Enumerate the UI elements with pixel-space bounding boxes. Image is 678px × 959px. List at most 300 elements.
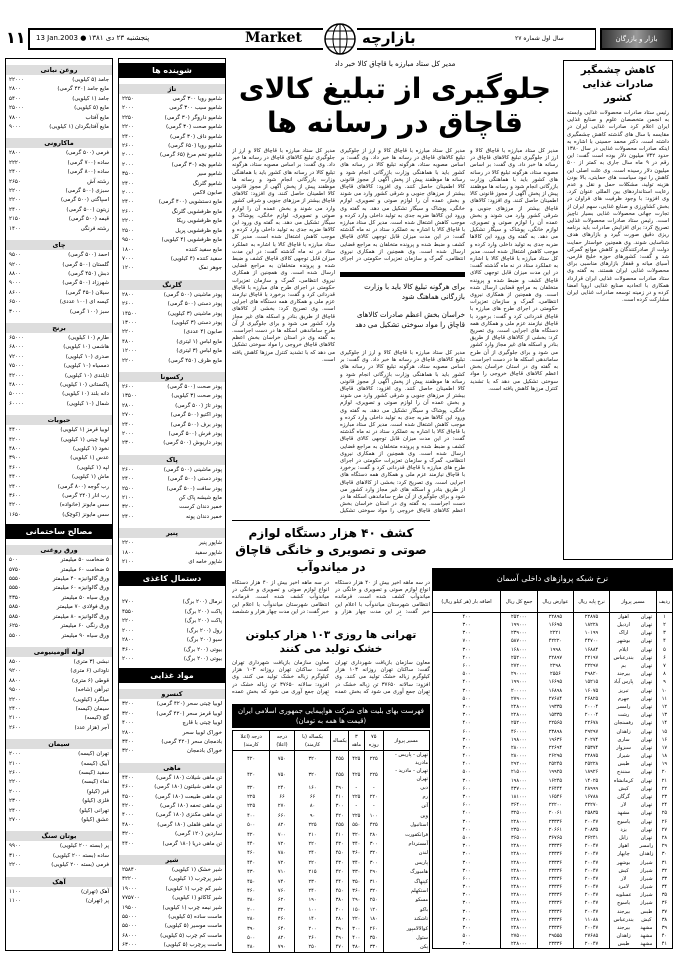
item-name: شهرزاد (۵۰۰ گرمی) <box>62 280 109 287</box>
table-cell: وین <box>383 811 429 820</box>
price-row <box>6 613 112 622</box>
item-price: ۲۲۵۰ <box>122 96 134 102</box>
section-header: گلرنگ <box>119 280 225 290</box>
kashf-body-right: در سه ماهه اخیر بیش از ۴۰ هزار دستگاه انواع لوازم صوتی و تصویری و خانگی در میاندوآب کشف شده است. فرمانده انتظامی شهرستان میاندوآب با اعلام این خبر گفت: در این مدت چهار هزار و <box>335 580 430 615</box>
table-cell: - <box>348 783 364 792</box>
table-cell: کیش <box>641 916 652 923</box>
item-price: ۸۸۰۰ <box>9 677 21 684</box>
item-price: ۲۰۰۰ <box>122 105 134 112</box>
table-cell: ۳۳۰ <box>364 943 383 952</box>
table-cell: زابل <box>610 834 637 842</box>
table-cell: شیراز <box>610 752 637 760</box>
item-name: تایلندی (۱۰ کیلویی) <box>64 372 109 379</box>
table-row <box>433 818 673 826</box>
table-cell: بم <box>610 662 637 670</box>
price-row <box>6 270 112 279</box>
table-cell: ۴۳۷۰۰۰ <box>501 785 538 793</box>
price-row <box>6 724 112 733</box>
table-row <box>233 933 430 942</box>
item-name: سفید کننده (۴ کیلویی) <box>170 255 222 262</box>
price-row <box>6 897 112 906</box>
price-row <box>119 774 225 783</box>
table-cell: ۲۰۶۶۱ <box>538 826 574 834</box>
table-cell: کرمانشاه <box>610 777 637 785</box>
price-row <box>6 603 112 612</box>
table-row <box>433 785 673 793</box>
price-row <box>119 161 225 170</box>
table-cell: ۲۵۰ <box>294 943 331 952</box>
item-name: سیو (۲۰۰ برگ) <box>186 637 222 644</box>
price-row <box>6 390 112 399</box>
item-name: مایع دستشویی (۴۰۰ گرمی) <box>158 199 222 206</box>
price-row <box>119 710 225 719</box>
table-cell: ۴۶۰ <box>270 914 294 923</box>
price-row <box>119 357 225 366</box>
table-cell: بندرعباس <box>610 654 637 662</box>
item-name: شامپو تخم مرغ (۶۵ گرمی) <box>159 152 222 159</box>
price-row <box>119 421 225 430</box>
table-cell: ۷۸۰ <box>270 849 294 858</box>
price-row <box>6 362 112 371</box>
article-subheads <box>340 272 465 330</box>
table-cell: بیرجند <box>610 908 637 916</box>
table-cell: ۳۰۰ <box>433 646 501 654</box>
price-row <box>6 594 112 603</box>
table-cell: ۳۰۰ <box>433 908 501 916</box>
item-price: ۳۵۰۰ <box>122 171 134 178</box>
item-price: ۶۰۰۰۰ <box>9 400 24 407</box>
price-row <box>119 198 225 207</box>
item-name: ماش (۱ کیلویی) <box>71 474 109 481</box>
table-row <box>433 801 673 809</box>
item-price: ۲۸۰۰ <box>9 150 21 157</box>
table-cell: ۵۰۰ <box>433 670 501 678</box>
table-cell: یاسوج <box>610 899 637 907</box>
item-price: ۲۲۰۰ <box>122 329 134 336</box>
table-row <box>433 670 673 678</box>
item-name: بادمجان سحر (۴۲۰ گرمی) <box>161 738 222 745</box>
item-name: مایع ظرفشویی (۴ کیلویی) <box>161 237 222 244</box>
item-price: ۲۱۵۰ <box>9 216 21 223</box>
item-name: مایع آفتاب <box>85 114 109 121</box>
table-cell: ۲۵۰ <box>364 896 383 905</box>
price-row <box>6 483 112 492</box>
table-cell: ۱۰۱۹۹ <box>573 629 609 637</box>
item-name: شاپور خامه ای <box>188 559 222 566</box>
table-cell: یاسوج <box>610 818 637 826</box>
table-cell: رامسر <box>610 703 637 711</box>
item-name: مایع ظرفشویی پریل <box>175 227 222 234</box>
section-header: ماکارونی <box>6 138 112 148</box>
item-price: ۱۲۰۰۰ <box>122 348 137 355</box>
item-price: ۲۲۰۰ <box>122 124 134 131</box>
table-cell: ۲۰۰۴۷ <box>573 842 609 850</box>
item-price: ۶۸۰۰۰ <box>122 932 137 939</box>
table-row <box>433 932 673 940</box>
table-cell: ۲۰۰ <box>331 905 348 914</box>
item-name: شامپو رویا (۶۵۰ گرمی) <box>168 143 222 150</box>
table-row <box>433 809 673 817</box>
table-cell: ۲۲۶۷۸ <box>573 719 609 727</box>
table-cell: ۷۵۰ <box>270 751 294 768</box>
item-name: میلگرد (کیلویی) <box>72 696 109 703</box>
table-cell: ۲۰۰۴۷ <box>573 818 609 826</box>
table-cell: ۴۲۵ <box>364 821 383 830</box>
table-cell: ۳۶ <box>656 899 672 907</box>
column-header: یکساله (با کارمند) <box>294 731 331 751</box>
price-row <box>6 187 112 196</box>
table-cell: ۳۶۷۶۵ <box>538 834 574 842</box>
table-cell: ۱۱ <box>656 695 672 703</box>
item-name: شیر خشک (۱ کیلویی) <box>171 867 222 873</box>
item-name: مایع سفید کننده <box>185 246 222 253</box>
table-cell: ۱۸۰ <box>364 914 383 923</box>
table-cell: ۱۸۱۰۰۰ <box>501 793 538 801</box>
item-price: ۷۵۰۰۰ <box>9 363 24 370</box>
table-cell: ۲۱ <box>656 777 672 785</box>
table-row <box>433 629 673 637</box>
table-cell: ۱۹۸۰۰۰ <box>501 736 538 744</box>
item-name: تن ماهی دریا (۱۸۰ گرمی) <box>162 840 222 847</box>
item-price: ۲۸۰۰ <box>122 637 134 644</box>
table-cell: ۲۹۰ <box>348 896 364 905</box>
table-cell: ۶۶ <box>270 792 294 801</box>
item-name: گلستان (۵۰۰ گرمی) <box>62 261 109 268</box>
table-row <box>433 875 673 883</box>
table-cell: ۷۰۰ <box>270 830 294 839</box>
table-cell: تهران <box>640 720 653 727</box>
table-row <box>433 736 673 744</box>
table-cell: تهران <box>640 794 653 801</box>
price-row <box>6 788 112 797</box>
table-cell: ۳۹۰ <box>233 924 270 933</box>
table-cell: ۸۲۰ <box>270 821 294 830</box>
item-price: ۵۰۰۰۰ <box>9 391 24 398</box>
price-row <box>6 178 112 187</box>
price-row <box>6 705 112 714</box>
price-row <box>6 343 112 352</box>
item-price: ۲۶۵۰ <box>9 178 21 185</box>
table-cell: ۲۲۵ <box>348 811 364 820</box>
price-row <box>119 114 225 123</box>
price-row <box>119 922 225 931</box>
table-cell: ۲۲۸۰۰۰ <box>501 858 538 866</box>
table-cell: ۲۲۵ <box>348 792 364 801</box>
table-row <box>433 637 673 645</box>
table-cell: ۶۴۰ <box>270 924 294 933</box>
table-cell: ۲۲۰ <box>294 858 331 867</box>
table-row <box>433 621 673 629</box>
price-row <box>119 466 225 475</box>
airline-title-text: فهرست بهای بلیت های شرکت هواپیمایی جمهوری اسلامی ایران <box>237 707 424 715</box>
table-cell: ۳۵۰ <box>348 877 364 886</box>
table-cell: - <box>364 802 383 811</box>
item-price: ۵۸۵۰ <box>9 613 21 620</box>
table-cell: ۲۰۰۴۷ <box>573 924 609 932</box>
item-price: ۳۶۰۰ <box>9 493 21 500</box>
table-cell: ۴۰۰ <box>433 613 501 622</box>
table-cell: ۲۲۸۰۰۰ <box>501 818 538 826</box>
table-cell: مشهد <box>640 933 653 940</box>
table-cell: ۲۶۴۴۴ <box>538 785 574 793</box>
table-row <box>433 768 673 776</box>
table-row <box>433 695 673 703</box>
table-cell: ۲۰۰۴۷ <box>573 867 609 875</box>
item-name: شاپور سفید <box>195 549 222 556</box>
item-price: ۳۹۰۰ <box>9 455 21 462</box>
price-row <box>119 439 225 448</box>
table-cell: ۲۲۸۷۵ <box>573 613 609 622</box>
item-price: ۲۴۰۰ <box>9 206 21 213</box>
item-price: ۹۲۰۰ <box>9 668 21 675</box>
price-row <box>119 208 225 217</box>
item-name: تهرانی (کیلو) <box>79 807 109 814</box>
price-row <box>6 436 112 445</box>
item-name: هاشمی (۱۰ کیلویی) <box>63 344 109 351</box>
table-cell: زاهدان <box>610 727 637 735</box>
table-cell: ۱۸۲۲۸ <box>573 621 609 629</box>
sidebar-body: رئیس ستاد صادرات محصولات غذایی وابسته به انجمن متخصصان علوم و صنایع غذایی ایران اعلام کرد صادرات غذایی ایران در مقایسه با سال های گذشته کاهش چشمگیری داشته است. دکتر محمد حسینی با اشاره به اینکه صادرات محصولات غذایی در سال ۱۳۸۰ حدود ۷۳۲ میلیون دلار بوده است گفت: این رقم در ۹ ماه سال جاری به کمتر از ۵۰۰ میلیون دلار رسیده است. وی علت اصلی این کاهش را نبود سیاست های حمایتی، بالا بودن هزینه تولید، مشکلات حمل و نقل و عدم رعایت استانداردهای بین المللی عنوان کرد. وی افزود: با وجود ظرفیت های فراوان در بخش کشاورزی و صنایع غذایی، سهم ایران از تجارت جهانی محصولات غذایی بسیار ناچیز است. رئیس ستاد صادرات محصولات غذایی تصریح کرد: برای افزایش صادرات باید برنامه ریزی دقیق صورت گیرد و بازارهای هدف شناسایی شوند. وی همچنین خواستار حمایت دولت از صادرکنندگان و کاهش موانع گمرکی شد و گفت: کشورهای حوزه خلیج فارس، آسیای میانه و قفقاز بازارهای مناسبی برای محصولات غذایی ایران هستند. به گفته وی ستاد صادرات محصولات غذایی ایران قرارداد همکاری با اتحادیه صنایع غذایی اروپا امضا کرده و در زمینه توسعه صادرات غذایی ایران مشارکت کرده است. <box>567 110 669 304</box>
price-row <box>119 646 225 655</box>
table-cell: طبس <box>610 760 637 768</box>
table-cell: ۵۰۰ <box>433 932 501 940</box>
table-cell: ۴۰۰ <box>433 826 501 834</box>
price-row <box>119 494 225 503</box>
table-row <box>433 678 673 686</box>
table-row <box>433 834 673 842</box>
item-price: ۲۱۰۰ <box>122 495 134 502</box>
item-price: ۳۶۰۰ <box>122 646 134 653</box>
price-row <box>119 894 225 903</box>
price-row <box>6 473 112 482</box>
price-row <box>119 170 225 179</box>
item-price: ۴۸۰۰ <box>122 821 134 828</box>
table-cell: ۴۴۰ <box>233 858 270 867</box>
table-cell: تهران <box>640 810 653 817</box>
price-row <box>119 747 225 756</box>
table-cell: ۳۵ <box>656 891 672 899</box>
price-row <box>119 291 225 300</box>
table-cell: ۳۰۰ <box>433 744 501 752</box>
price-row <box>119 246 225 255</box>
table-cell: ۲۲۰ <box>364 792 383 801</box>
table-cell: لار <box>610 875 637 883</box>
item-price: ۲۶۰۰ <box>122 208 134 215</box>
item-price: ۵۵۵۰ <box>9 576 21 583</box>
table-cell: ۲۲۸۰۰۰ <box>501 883 538 891</box>
table-cell: ۲۰۲۷۴ <box>573 736 609 744</box>
item-name: پودر دستی (۵۰۰ گرمی) <box>167 301 222 308</box>
table-cell: ۳۶۲۴۱ <box>573 834 609 842</box>
table-cell: ۱ <box>656 613 672 622</box>
table-cell: ۲۲۹۸ <box>538 662 574 670</box>
item-name: ورق گالوانیزه ۶۰ میلیمتر <box>52 585 109 592</box>
price-row <box>119 913 225 922</box>
price-row <box>119 793 225 802</box>
item-name: رول (۲۰۰ برگ) <box>186 627 222 634</box>
item-name: نرمال (۲۰۰ برگ) <box>182 599 222 606</box>
price-row <box>119 430 225 439</box>
item-name: تن ماهی شیلات (۱۸۰ گرمی) <box>156 774 222 781</box>
table-cell: تهران <box>640 712 653 719</box>
issue-date: 13 Jan.2003 ● پنجشنبه ۲۳ دی ۱۳۸۱ <box>36 34 150 42</box>
table-cell: ۴۰۰ <box>433 719 501 727</box>
table-cell: گرگان <box>610 793 637 801</box>
table-cell: ۳۰۰ <box>348 924 364 933</box>
price-row <box>6 215 112 224</box>
table-cell: تهران <box>640 834 653 841</box>
item-name: دبش (۴۵۰ گرمی) <box>68 270 109 277</box>
item-name: آبیک (کیسه) <box>81 760 109 767</box>
item-price: ۴۲۰۰ <box>122 802 134 809</box>
section-header: چای <box>6 240 112 250</box>
table-cell: ۴۱ <box>656 940 672 949</box>
table-cell: ایلام <box>610 646 637 654</box>
table-cell: تهران <box>640 614 653 620</box>
price-row <box>119 264 225 273</box>
table-row <box>433 883 673 891</box>
item-price: ۹۵۰۰ <box>9 687 21 694</box>
item-name: جامد (۵ کیلویی) <box>72 77 109 83</box>
column-header: ردیف <box>656 591 672 613</box>
table-cell: ۴۵۰ <box>233 877 270 886</box>
table-cell: ۲۵۲۴۵ <box>538 760 574 768</box>
item-name: گچ (کیسه) <box>84 715 109 722</box>
table-cell: ۲۰۰۶۱ <box>538 809 574 817</box>
divider-bar <box>340 272 465 277</box>
item-name: تهران (کیسه) <box>78 751 109 758</box>
item-name: عشق (کیلو) <box>81 817 109 823</box>
table-cell: ۲۹۲۹۷ <box>573 727 609 735</box>
table-row <box>433 850 673 858</box>
price-row <box>6 888 112 897</box>
table-cell: ۲۲۸۰۰۰ <box>501 891 538 899</box>
item-name: پودر سافت (۵۰۰ گرمی) <box>166 485 222 492</box>
table-cell: ۳۸۰ <box>348 943 364 952</box>
item-name: لوبیا قرمز (۱ کیلویی) <box>60 427 109 434</box>
table-cell: تهران <box>640 638 653 645</box>
item-price: ۴۸۰۰ <box>122 338 134 345</box>
price-row <box>119 627 225 636</box>
table-cell: ۴۷۰ <box>331 943 348 952</box>
table-cell: ۲۲۸۰۰۰ <box>501 867 538 875</box>
item-price: ۲۷۰۰ <box>122 599 134 606</box>
item-name: مایع لباس (۳ لیتری) <box>176 348 222 355</box>
airline-price-table <box>232 730 430 953</box>
table-cell: ۴۰ <box>656 932 672 940</box>
item-name: ماست ساده (۵ کیلویی) <box>168 914 222 921</box>
table-cell: ۲۳۸۹۸ <box>538 727 574 735</box>
price-row <box>119 328 225 337</box>
table-cell: ۲ <box>656 621 672 629</box>
price-row <box>119 227 225 236</box>
table-cell: ۳۹۰ <box>331 924 348 933</box>
airline-subtitle-text: (قیمت ها همه به تومان) <box>295 717 367 725</box>
newspaper-logo: بازار و بازرگان <box>600 28 673 50</box>
table-cell: ۲۹۵۵۵ <box>538 932 574 940</box>
table-cell: ۲۲۲۹۷ <box>573 662 609 670</box>
column-header: ۷۵ روزه <box>364 731 383 751</box>
table-row <box>433 727 673 735</box>
price-row <box>119 830 225 839</box>
table-cell: ۱۶۷۸۸ <box>573 793 609 801</box>
table-cell: ۲۱۵ <box>294 868 331 877</box>
item-name: قیمه (۵۰۰ گرمی) <box>68 216 109 223</box>
item-name: تن ماهی تحفه (۱۸۰ گرمی) <box>160 802 222 809</box>
table-row <box>233 886 430 895</box>
item-price: ۴۴۰۰ <box>9 474 21 481</box>
item-name: شامپو بچه (۳۰ گرمی) <box>171 161 222 168</box>
item-price: ۲۲۰۰۰ <box>9 77 24 83</box>
table-cell: ۴۳۰ <box>331 839 348 848</box>
table-cell: ۳۰۰ <box>433 687 501 695</box>
item-name: سس مایونز (خانواده) <box>59 502 109 509</box>
price-row <box>6 750 112 759</box>
table-cell: ۲۳۳۳۶ <box>538 940 574 949</box>
table-cell: ۲۸۰۰۰۰ <box>501 752 538 760</box>
table-row <box>433 916 673 924</box>
item-name: ساده (۸۰۰ گرمی) <box>67 169 109 176</box>
item-price: ۲۰۰۰ <box>122 431 134 437</box>
table-cell: ۳۰۰ <box>433 858 501 866</box>
table-cell: ۹ <box>656 678 672 686</box>
item-price: ۷۸۰۰ <box>9 114 21 121</box>
item-price: ۲۴۰۰ <box>9 705 21 712</box>
section-title: بازارچه <box>362 29 416 47</box>
table-cell: تبریز <box>610 687 637 695</box>
price-row <box>6 114 112 123</box>
item-price: ۴۲۰۰ <box>9 502 21 509</box>
item-price: ۲۳۰۰ <box>9 798 21 805</box>
table-cell: ۲۳۹۰۰۰ <box>501 629 538 637</box>
item-name: آهک (تهران) <box>80 888 109 895</box>
price-row <box>119 402 225 411</box>
item-name: قوطی (۶ متری) <box>71 677 109 684</box>
section-header-black: دستمال کاغذی <box>119 571 225 586</box>
kashf-headline: کشف ۴۰ هزار دستگاه لوازم صوتی و تصویری و خانگی قاچاق در میاندوآب <box>235 526 427 574</box>
item-price: ۲۲۰۰ <box>9 862 21 869</box>
table-cell: ۲۴۰ <box>294 886 331 895</box>
price-row <box>6 298 112 307</box>
table-cell: ۲۲۸۰۰۰ <box>501 924 538 932</box>
table-row <box>233 792 430 801</box>
table-cell: ۵۵۰ <box>348 821 364 830</box>
item-price: ۱۱۰۰ <box>9 888 21 895</box>
table-cell: ۴۵۰ <box>331 886 348 895</box>
table-cell: ۲۳۳۳۶ <box>538 875 574 883</box>
table-cell: ۲۵۵۶ <box>538 670 574 678</box>
table-cell: ۲۱۵۰۰۰ <box>501 768 538 776</box>
table-cell: کیش <box>610 785 637 793</box>
price-row <box>6 816 112 825</box>
table-cell: پارس آباد <box>610 678 637 686</box>
table-cell: آمستردام <box>383 839 429 848</box>
table-cell: ۶۰۰ <box>433 785 501 793</box>
price-row <box>6 279 112 288</box>
table-cell: ۳۶۵۰۰۰ <box>501 834 538 842</box>
table-cell: ۲۲۶۹۴ <box>538 744 574 752</box>
table-cell: ۲۳ <box>656 793 672 801</box>
table-cell: ۶۰۰ <box>433 875 501 883</box>
price-row <box>119 700 225 709</box>
price-row <box>119 636 225 645</box>
table-cell: ۲۰۰۴۷ <box>573 899 609 907</box>
price-row <box>6 842 112 851</box>
table-cell: ۲۰۰۴۷ <box>573 875 609 883</box>
table-cell: ۲۰۰۴۷ <box>573 891 609 899</box>
item-price: ۳۲۰۰ <box>122 710 134 717</box>
table-cell: ۴۲۲۲۰ <box>538 637 574 645</box>
